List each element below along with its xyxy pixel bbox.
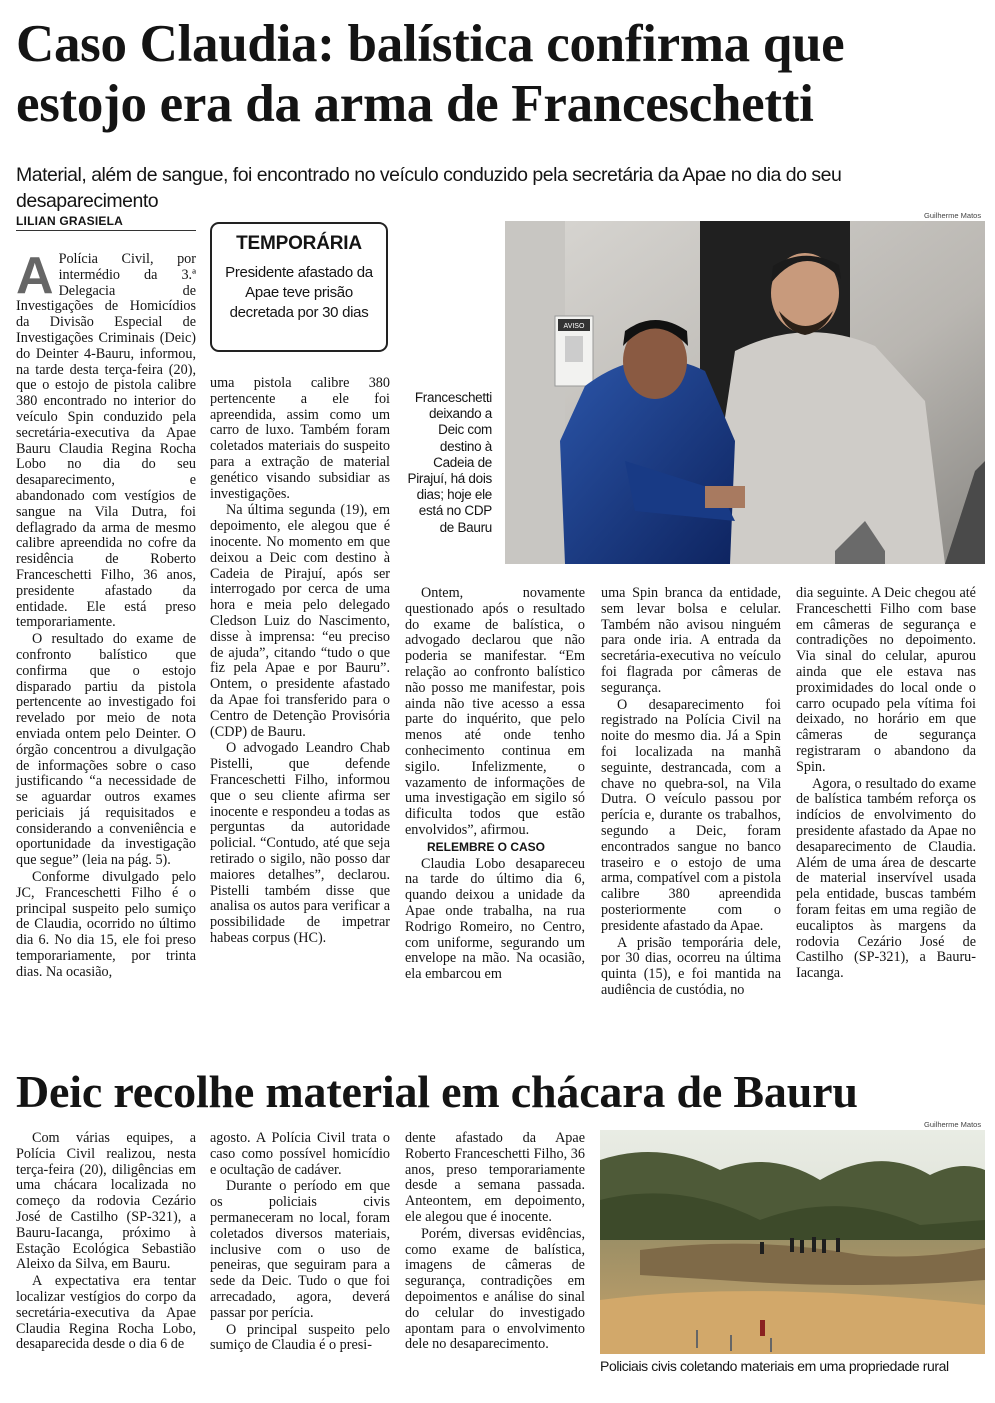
paragraph: dente afastado da Apae Roberto Franceschetti Filho, 36 anos, preso temporariamente desde a semana passada. Anteontem, em depoimento, ele alegou que é inocente.	[405, 1130, 585, 1225]
article2-column-3	[405, 1131, 585, 1354]
photo-sign-text: AVISO	[563, 323, 585, 330]
paragraph: uma pistola calibre 380 pertencente a ele foi apreendida, assim como um carro de luxo. Também foram coletados materiais do suspeito para a extração de material genético visando subsidiar as investigações.	[210, 375, 390, 502]
paragraph: Conforme divulgado pelo JC, Franceschetti Filho é o principal suspeito pelo sumiço de Claudia, ocorrido no último dia 6. No dia 15, ele foi preso temporariamente, por trinta dias. Na ocasião,	[16, 869, 196, 980]
secondary-headline: Deic recolhe material em chácara de Bauru	[16, 1066, 858, 1117]
photo-caption: Franceschetti deixando a Deic com destino à Cadeia de Pirajuí, há dois dias; hoje ele está no CDP de Bauru	[407, 390, 492, 535]
paragraph: uma Spin branca da entidade, sem levar bolsa e celular. Também não avisou ninguém para onde iria. A entrada da secretária-executiva no veículo foi flagrada por câmeras de segurança.	[601, 585, 781, 696]
highlight-box	[210, 222, 388, 352]
photo-franceschetti-image	[505, 221, 985, 564]
paragraph: Com várias equipes, a Polícia Civil realizou, nesta terça-feira (20), diligências em uma chácara localizada no começo da rodovia Cezário José de Castilho (SP-321), a Bauru-Iacanga, próximo à Estação Ecológica Sebastião Aleixo da Silva, em Bauru.	[16, 1130, 196, 1273]
paragraph: dia seguinte. A Deic chegou até Franceschetti Filho com base em câmeras de segurança e contradições no depoimento. Via sinal do celular, apurou ainda que ele estava nas proximidades do local onde o carro ocupado pela vítima foi deixado, no horário em que câmeras de segurança registraram o abandono da Spin.	[796, 585, 976, 775]
paragraph: O advogado Leandro Chab Pistelli, que defende Franceschetti Filho, informou que o seu cliente afirma ser inocente e respondeu a todas as perguntas da autoridade policial. “Contudo, até que seja retirado o sigilo, não posso dar maiores detalhes”, declarou. Pistelli também disse que analisa os autos para verificar a possibilidade de impetrar habeas corpus (HC).	[210, 740, 390, 946]
byline-rule	[16, 230, 196, 231]
photo-credit: Guilherme Matos	[924, 1120, 982, 1129]
paragraph: Na última segunda (19), em depoimento, ele alegou que é inocente. No momento em que deixou a Deic com destino à Cadeia de Pirajuí, após ser interrogado por cerca de uma hora e meia pelo delegado Cledson Luiz do Nascimento, disse à imprensa: “eu preciso de ajuda”, citando “tudo o que fiz pela Apae e por Bauru”. Ontem, o presidente afastado da Apae foi transferido para o Centro de Detenção Provisória (CDP) de Bauru.	[210, 502, 390, 740]
paragraph: agosto. A Polícia Civil trata o caso como possível homicídio e ocultação de cadáver.	[210, 1130, 390, 1178]
main-headline: Caso Claudia: balística confirma que estojo era da arma de Franceschetti	[16, 15, 845, 133]
photo-caption: Policiais civis coletando materiais em uma propriedade rural	[600, 1358, 949, 1374]
drop-cap: A	[16, 247, 54, 305]
byline: LILIAN GRASIELA	[16, 214, 123, 228]
paragraph: Ontem, novamente questionado após o resultado do exame de balística, o advogado declarou que não poderia se manifestar. “Em relação ao confronto balístico não posso me manifestar, pois ainda não tive acesso a essa parte do inquérito, que pelo menos até onde tenho conhecimento continua em sigilo. Infelizmente, o vazamento de informações de uma investigação em sigilo só dificulta todos que estão envolvidos”, afirmou.	[405, 585, 585, 838]
photo-franceschetti	[505, 221, 985, 564]
paragraph: O desaparecimento foi registrado na Polícia Civil na noite do mesmo dia. Já a Spin foi localizada na manhã seguinte, destrancada, com a chave no quebra-sol, na Vila Dutra. O veículo passou por perícia e, durante os trabalhos, segundo a Deic, foram encontrados sangue no banco traseiro e o estojo de uma arma, compatível com a pistola calibre 380 apreendida posteriormente com o presidente afastado da Apae.	[601, 696, 781, 934]
article1-column-3	[405, 586, 585, 984]
photo-rural-property	[600, 1130, 985, 1354]
article2-column-2	[210, 1131, 390, 1355]
article2-column-1	[16, 1131, 196, 1354]
photo-credit: Guilherme Matos	[924, 211, 982, 220]
paragraph: Porém, diversas evidências, como exame de balística, imagens de câmeras de segurança, contradições em depoimentos e análise do sinal do celular do investigado apontam para o envolvimento dele no desaparecimento.	[405, 1225, 585, 1353]
paragraph: Claudia Lobo desapareceu na tarde do último dia 6, quando deixou a unidade da Apae onde trabalha, na rua Rodrigo Romeiro, no Centro, com uniforme, segurando um envelope na mão. Na ocasião, ela embarcou em	[405, 855, 585, 983]
article1-column-2	[210, 376, 390, 948]
paragraph: O resultado do exame de confronto balístico que confirma que o estojo disparado partiu da pistola pertencente ao investigado foi revelado por meio de nota enviada ontem pelo Deinter. O órgão concentrou a divulgação de informações sobre o caso justificando “a necessidade de se aguardar outros exames periciais já requisitados e considerando a conveniência e oportunidade da investigação que segue” (leia na pág. 5).	[16, 631, 196, 869]
photo-rural-property-image	[600, 1130, 985, 1354]
highlight-box-text: Presidente afastado da Apae teve prisão decretada por 30 dias	[225, 264, 373, 321]
paragraph: Durante o período em que os policiais civis permaneceram no local, foram coletados diversos materiais, inclusive com o uso de peneiras, que seguiram para a sede da Deic. Tudo o que foi arrecadado, agora, deverá passar por perícia.	[210, 1178, 390, 1321]
section-subtitle: RELEMBRE O CASO	[427, 839, 546, 854]
subheadline: Material, além de sangue, foi encontrado no veículo conduzido pela secretária da Apae no dia do seu desaparecimento	[16, 164, 842, 212]
article1-column-1	[16, 247, 196, 982]
highlight-box-title: TEMPORÁRIA	[236, 233, 362, 254]
paragraph: A prisão temporária dele, por 30 dias, ocorreu na última quinta (15), e foi mantida na audiência de custódia, no	[601, 934, 781, 998]
paragraph: Agora, o resultado do exame de balística também reforça os indícios de envolvimento do presidente afastado da Apae no desaparecimento de Claudia. Além de uma área de descarte de material inservível usada pela entidade, buscas também foram feitas em uma região de eucaliptos às margens da rodovia Cezário José de Castilho (SP-321), a Bauru-Iacanga.	[796, 775, 976, 982]
paragraph: A expectativa era tentar localizar vestígios do corpo da secretária-executiva da Apae Claudia Regina Rocha Lobo, desaparecida desde o dia 6 de	[16, 1273, 196, 1353]
article1-column-4	[601, 586, 781, 1000]
paragraph: Polícia Civil, por intermédio da 3.ª Delegacia de Investigações de Homicídios da Divisão Especial de Investigações Criminais (Deic) do Deinter 4-Bauru, informou, na tarde desta terça-feira (20), que o estojo de pistola calibre 380 encontrado no interior do veículo Spin conduzido pela secretária-executiva da Apae Bauru Claudia Regina Rocha Lobo no dia do seu desaparecimento, e abandonado com vestígios de sangue na Vila Dutra, foi deflagrado da arma de mesmo calibre apreendida no cofre da residência de Roberto Franceschetti Filho, 36 anos, presidente afastado da entidade. Ele está preso temporariamente.	[16, 251, 196, 631]
paragraph: O principal suspeito pelo sumiço de Claudia é o presi-	[210, 1321, 390, 1354]
article1-column-5	[796, 586, 976, 983]
